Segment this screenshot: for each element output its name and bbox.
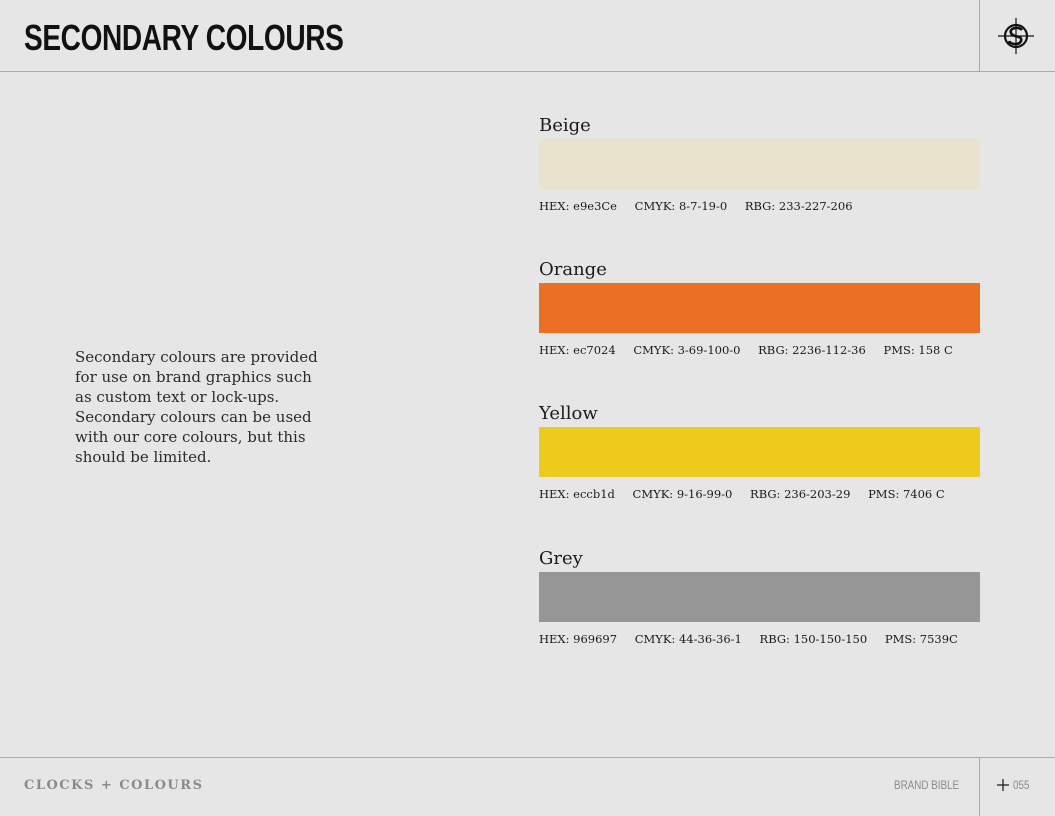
spec-hex: HEX: e9e3Ce — [539, 199, 617, 213]
intro-line: should be limited. — [75, 448, 212, 466]
crosshair-dollar-logo-icon — [997, 17, 1035, 55]
intro-line: Secondary colours are provided — [75, 348, 318, 366]
plus-icon — [997, 779, 1009, 791]
swatch-orange — [539, 259, 980, 358]
footer-brand: CLOCKS + COLOURS — [24, 778, 204, 793]
swatch-name: Yellow — [539, 403, 598, 424]
swatch-grey — [539, 548, 980, 647]
header-divider — [979, 0, 980, 72]
spec-cmyk: CMYK: 8-7-19-0 — [634, 199, 728, 213]
spec-pms: PMS: 7406 C — [868, 487, 945, 501]
intro-line: for use on brand graphics such — [75, 368, 312, 386]
intro-line: as custom text or lock-ups. — [75, 388, 280, 406]
page-footer — [0, 757, 1055, 815]
swatch-name: Grey — [539, 548, 583, 569]
spec-cmyk: CMYK: 44-36-36-1 — [634, 632, 742, 646]
swatch-color-bar — [539, 283, 980, 333]
intro-text — [75, 347, 345, 467]
page-title: SECONDARY COLOURS — [24, 17, 344, 58]
spec-cmyk: CMYK: 9-16-99-0 — [632, 487, 733, 501]
spec-hex: HEX: 969697 — [539, 632, 618, 646]
swatch-color-bar — [539, 572, 980, 622]
spec-rbg: RBG: 150-150-150 — [759, 632, 868, 646]
swatch-color-bar — [539, 139, 980, 189]
spec-pms: PMS: 7539C — [884, 632, 958, 646]
spec-hex: HEX: ec7024 — [539, 343, 616, 357]
swatch-specs — [539, 198, 980, 214]
intro-line: with our core colours, but this — [75, 428, 306, 446]
swatch-beige — [539, 115, 980, 214]
page-number: 055 — [1013, 778, 1030, 792]
page-header — [0, 0, 1055, 72]
swatch-specs — [539, 486, 980, 502]
footer-divider — [979, 758, 980, 816]
spec-cmyk: CMYK: 3-69-100-0 — [633, 343, 741, 357]
swatch-name: Orange — [539, 259, 607, 280]
swatch-yellow — [539, 403, 980, 502]
spec-pms: PMS: 158 C — [883, 343, 953, 357]
swatch-name: Beige — [539, 115, 591, 136]
swatch-specs — [539, 631, 980, 647]
footer-section: BRAND BIBLE — [894, 778, 960, 792]
spec-rbg: RBG: 236-203-29 — [750, 487, 851, 501]
swatch-specs — [539, 342, 980, 358]
spec-hex: HEX: eccb1d — [539, 487, 615, 501]
spec-rbg: RBG: 233-227-206 — [744, 199, 853, 213]
intro-line: Secondary colours can be used — [75, 408, 312, 426]
spec-rbg: RBG: 2236-112-36 — [758, 343, 866, 357]
swatch-color-bar — [539, 427, 980, 477]
